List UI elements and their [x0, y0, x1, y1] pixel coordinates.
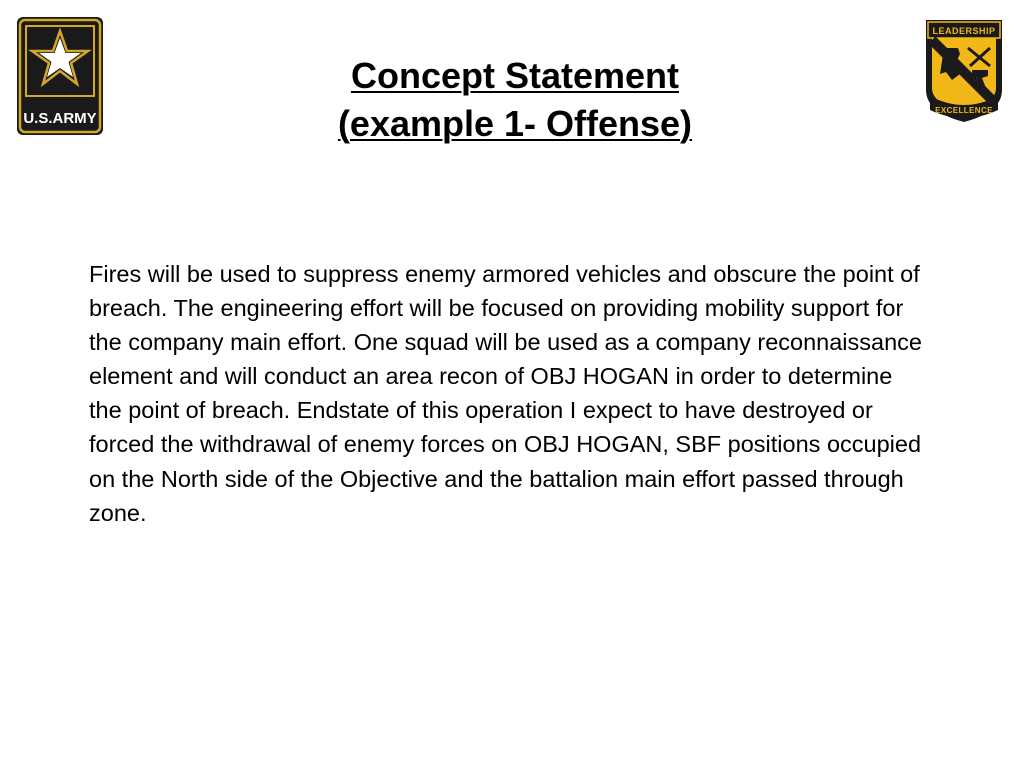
slide-title-line-2: (example 1- Offense)	[337, 103, 693, 144]
us-army-logo-text: U.S.ARMY	[23, 110, 97, 127]
rotc-top-text: LEADERSHIP	[932, 26, 996, 36]
slide-title	[0, 52, 1024, 148]
slide-title-line-1: Concept Statement	[350, 55, 680, 96]
rotc-bottom-text: EXCELLENCE	[935, 106, 993, 115]
concept-statement-paragraph: Fires will be used to suppress enemy armored vehicles and obscure the point of breach. The engineering effort will be focused on providing mobility support for the company main effort. One squad will be used as a company reconnaissance element and will conduct an area recon of OBJ HOGAN in order to determine the point of breach. Endstate of this operation I expect to have destroyed or forced the withdrawal of enemy forces on OBJ HOGAN, SBF positions occupied on the North side of the Objective and the battalion main effort passed through zone.	[89, 261, 922, 526]
